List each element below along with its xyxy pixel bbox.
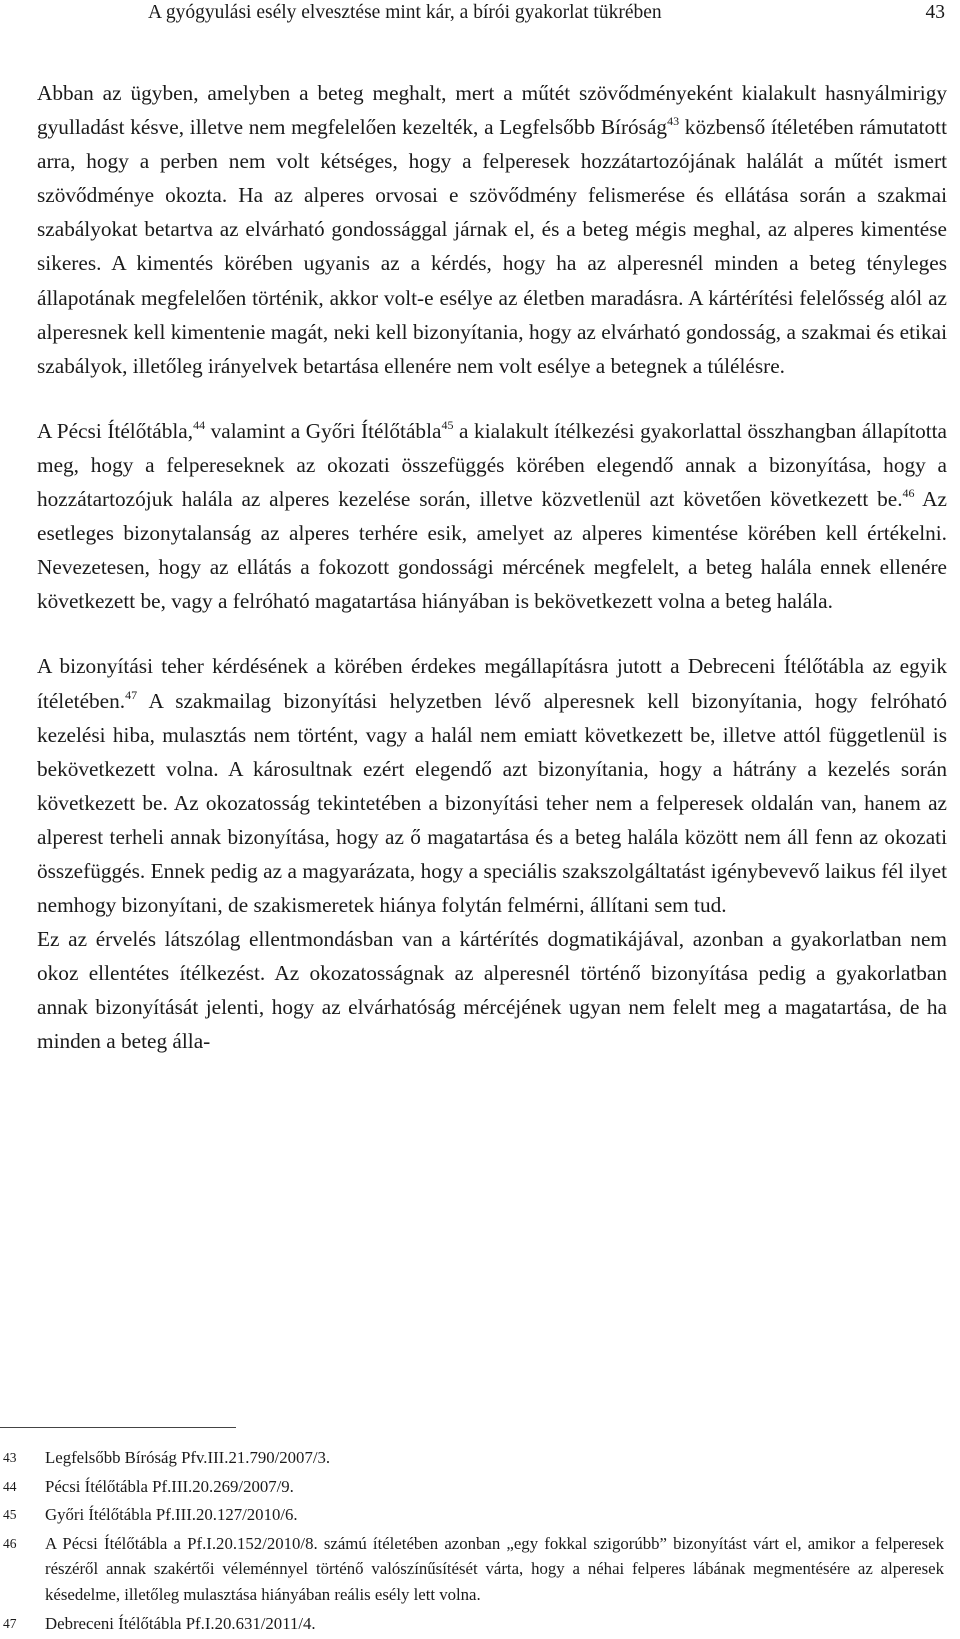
footnote-number: 45 [3, 1507, 17, 1523]
footnote-46 [0, 1531, 944, 1608]
body-text [33, 76, 947, 1059]
footnote-text: Debreceni Ítélőtábla Pf.I.20.631/2011/4. [45, 1613, 316, 1633]
running-header [148, 2, 945, 28]
footnote-ref-47[interactable]: 47 [125, 687, 138, 702]
footnote-text: Pécsi Ítélőtábla Pf.III.20.269/2007/9. [45, 1476, 294, 1496]
page-number: 43 [925, 2, 945, 23]
footnote-number: 43 [3, 1450, 17, 1465]
footnote-44 [0, 1474, 944, 1500]
footnote-separator [0, 1427, 236, 1428]
paragraph-3 [33, 649, 947, 922]
footnote-number: 44 [3, 1478, 17, 1494]
footnote-ref-43[interactable]: 43 [667, 114, 680, 129]
footnote-number: 46 [3, 1535, 17, 1551]
paragraph-1 [33, 76, 947, 383]
paragraph-1-text-b: közbenső ítéletében rámutatott arra, hogy a perben nem volt kétséges, hogy a felperesek hozzátartozójának halálát a műtét ismert szövődménye okozta. Ha az alperes orvosai e szövődmény felismerése és ellátása során a szakmai szabályokat betartva az elvárható gondossággal járnak el, és a beteg mégis meghal, az alperes kimentése sikeres. A kimentés körében ugyanis az a kérdés, hogy ha az alperesnél minden a beteg tényleges állapotának megfelelően történik, akkor volt-e esélye az életben maradásra. A kártérítési felelősség alól az alperesnek kell kimentenie magát, neki kell bizonyítania, hogy az elvárható gondosság, a szakmai és etikai szabályok, illetőleg irányelvek betartása ellenére nem volt esélye a betegnek a túlélésre. [37, 115, 947, 378]
footnote-ref-44[interactable]: 44 [193, 417, 206, 432]
footnote-number: 47 [3, 1615, 17, 1631]
paragraph-3-text-b: A szakmailag bizonyítási helyzetben lévő alperesnek kell bizonyítania, hogy felróható kezelési hiba, mulasztás nem történt, vagy a halál nem emiatt következett be, illetve attól függetlenül is bekövetkezett volna. A károsultnak ezért elegendő azt bizonyítania, hogy a hátrány a kezelés során következett be. Az okozatosság tekintetében a bizonyítási teher nem a felperesek oldalán van, hanem az alperest terheli annak bizonyítása, hogy az ő magatartása és a beteg halála között nem áll fenn az okozati összefüggés. Ennek pedig az a magyarázata, hogy a speciális szakszolgáltatást igénybevevő laikus fél ilyet nemhogy bizonyítani, de szakismeretek hiánya folytán felmérni, állítani sem tud. [37, 688, 947, 918]
footnotes [0, 1445, 944, 1639]
footnote-43 [0, 1445, 944, 1471]
paragraph-2-text-c: a kialakult ítélkezési gyakorlattal összhangban állapította meg, hogy a felpereseknek az okozati összefüggés körében elegendő annak a bizonyítása, hogy a hozzátartozójuk halála az alperes kezelése során, illetve közvetlenül azt követően következett be. [37, 418, 947, 512]
paragraph-1-text-a: Abban az ügyben, amelyben a beteg meghalt, mert a műtét szövődményeként kialakult hasnyálmirigy gyulladást késve, illetve nem megfelelően kezelték, a Legfelsőbb Bíróság [37, 81, 947, 140]
footnote-text: Legfelsőbb Bíróság Pfv.III.21.790/2007/3. [45, 1448, 331, 1467]
paragraph-2 [33, 414, 947, 619]
paragraph-2-text-d: Az esetleges bizonytalanság az alperes terhére esik, amelyet az alperes kimentése körében kell értékelni. Nevezetesen, hogy az ellátás a fokozott gondossági mércének megfelelt, a beteg halála ennek ellenére következett be, vagy a felróható magatartása hiányában is bekövetkezett volna a beteg halála. [37, 487, 947, 614]
paragraph-3-text-a: A bizonyítási teher kérdésének a körében érdekes megállapításra jutott a Debreceni Ítélőtábla az egyik ítéletében. [37, 654, 947, 713]
footnote-ref-45[interactable]: 45 [441, 417, 454, 432]
paragraph-4: Ez az érvelés látszólag ellentmondásban van a kártérítés dogmatikájával, azonban a gyakorlatban nem okoz ellentétes ítélkezést. Az okozatosságnak az alperesnél történő bizonyítása pedig a gyakorlatban annak bizonyítását jelenti, hogy az elvárhatóság mércéjének ugyan nem felelt meg a magatartása, de ha minden a beteg álla- [37, 927, 947, 1054]
footnote-text: Győri Ítélőtábla Pf.III.20.127/2010/6. [45, 1505, 298, 1525]
footnote-47 [0, 1611, 944, 1637]
footnote-text: A Pécsi Ítélőtábla a Pf.I.20.152/2010/8. számú ítéletében azonban „egy fokkal szigorúbb” bizonyítást várt el, amikor a felperesek részéről annak szakértői véleménnyel történő valószínűsítését várta, hogy a néhai felperes lábának megmentésére az alperesek késedelme, illetőleg mulasztása hiányában reális esély lett volna. [45, 1533, 944, 1604]
running-title: A gyógyulási esély elvesztése mint kár, a bírói gyakorlat tükrében [148, 2, 662, 23]
footnote-ref-46[interactable]: 46 [902, 486, 915, 501]
paragraph-2-text-a: A Pécsi Ítélőtábla, [37, 418, 194, 443]
footnote-45 [0, 1502, 944, 1528]
paragraph-2-text-b: valamint a Győri Ítélőtábla [205, 418, 442, 443]
